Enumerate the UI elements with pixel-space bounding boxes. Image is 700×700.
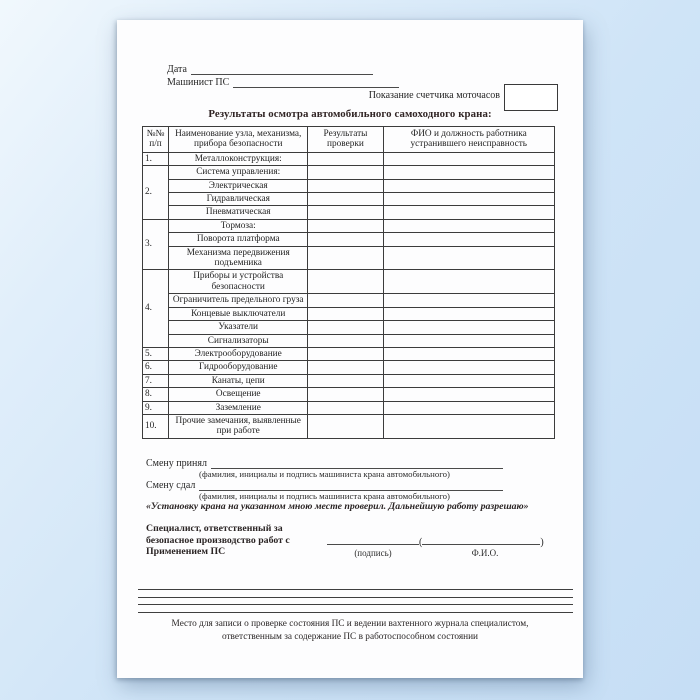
result-cell: [308, 179, 383, 192]
table-row: [143, 206, 555, 219]
header-result: Результаты проверки: [308, 127, 383, 153]
item-name-cell: Механизма передвижения подъемника: [169, 246, 308, 270]
table-row: [143, 388, 555, 401]
item-name-cell: Ограничитель предельного груза: [169, 294, 308, 307]
table-row: [143, 307, 555, 320]
item-name-cell: Система управления:: [169, 166, 308, 179]
table-row: [143, 166, 555, 179]
header-row: [143, 127, 555, 153]
result-cell: [308, 152, 383, 165]
meter-reading-box: [504, 84, 558, 111]
item-name-cell: Электрическая: [169, 179, 308, 192]
table-row: [143, 193, 555, 206]
footer-note-line1: Место для записи о проверке состояния ПС и ведении вахтенного журнала специалистом,: [171, 619, 529, 629]
table-row: [143, 347, 555, 360]
row-number-cell: 3.: [143, 219, 169, 270]
item-name-cell: Тормоза:: [169, 219, 308, 232]
result-cell: [308, 334, 383, 347]
table-row: [143, 374, 555, 387]
footer-note-line2: ответственным за содержание ПС в работоспособном состоянии: [221, 631, 479, 642]
result-cell: [308, 414, 383, 438]
result-cell: [308, 219, 383, 232]
fio-cell: [383, 374, 554, 387]
operator-blank-line: [233, 78, 399, 88]
result-cell: [308, 361, 383, 374]
row-number-cell: 7.: [143, 374, 169, 387]
table-row: [143, 401, 555, 414]
result-cell: [308, 347, 383, 360]
table-row: [143, 270, 555, 294]
table-row: [143, 321, 555, 334]
fio-cell: [383, 347, 554, 360]
fio-cell: [383, 206, 554, 219]
row-number-cell: 10.: [143, 414, 169, 438]
fio-cell: [383, 246, 554, 270]
result-cell: [308, 206, 383, 219]
row-number-cell: 8.: [143, 388, 169, 401]
item-name-cell: Указатели: [169, 321, 308, 334]
table-row: [143, 361, 555, 374]
fio-cell: [383, 334, 554, 347]
item-name-cell: Концевые выключатели: [169, 307, 308, 320]
fio-caption: Ф.И.О.: [471, 548, 499, 558]
table-row: [143, 179, 555, 192]
date-blank-line: [191, 65, 373, 75]
ruled-line: [138, 597, 573, 598]
fio-cell: [383, 321, 554, 334]
table-row: [143, 414, 555, 438]
row-number-cell: 2.: [143, 166, 169, 220]
shift-accepted-caption: (фамилия, инициалы и подпись машиниста крана автомобильного): [199, 469, 450, 479]
date-label: Дата: [167, 64, 187, 75]
fio-cell: [383, 152, 554, 165]
table-row: [143, 233, 555, 246]
fio-blank-line: [422, 535, 540, 545]
table-row: [143, 246, 555, 270]
fio-cell: [383, 166, 554, 179]
shift-handed-label: Смену сдал: [146, 480, 196, 491]
table-row: [143, 152, 555, 165]
inspection-table-body: [143, 152, 555, 438]
header-name: Наименование узла, механизма, прибора безопасности: [169, 127, 308, 153]
signature-blank-line: [327, 535, 419, 545]
header-num: №№ п/п: [143, 127, 169, 153]
inspection-table-header: [143, 127, 555, 153]
row-number-cell: 5.: [143, 347, 169, 360]
form-sheet: [117, 20, 583, 678]
row-number-cell: 1.: [143, 152, 169, 165]
shift-block: [146, 458, 503, 501]
item-name-cell: Гидравлическая: [169, 193, 308, 206]
shift-accepted-label: Смену принял: [146, 458, 207, 469]
fio-cell: [383, 193, 554, 206]
specialist-label-line3: Применением ПС: [146, 546, 226, 558]
ruled-line: [138, 589, 573, 590]
result-cell: [308, 233, 383, 246]
fio-cell: [383, 414, 554, 438]
result-cell: [308, 193, 383, 206]
specialist-label-line2: безопасное производство работ с: [146, 534, 290, 546]
specialist-label: [146, 523, 290, 558]
item-name-cell: Прочие замечания, выявленные при работе: [169, 414, 308, 438]
paren-close: ): [540, 537, 544, 548]
fio-cell: [383, 361, 554, 374]
fio-cell: [383, 401, 554, 414]
result-cell: [308, 321, 383, 334]
result-cell: [308, 374, 383, 387]
item-name-cell: Приборы и устройства безопасности: [169, 270, 308, 294]
shift-handed-caption: (фамилия, инициалы и подпись машиниста крана автомобильного): [199, 491, 450, 501]
result-cell: [308, 307, 383, 320]
result-cell: [308, 388, 383, 401]
fio-cell: [383, 233, 554, 246]
item-name-cell: Металлоконструкция:: [169, 152, 308, 165]
item-name-cell: Электрооборудование: [169, 347, 308, 360]
meter-label: Показание счетчика моточасов: [368, 90, 500, 101]
approval-quote: «Установку крана на указанном мною месте проверил. Дальнейшую работу разрешаю»: [146, 501, 529, 512]
item-name-cell: Сигнализаторы: [169, 334, 308, 347]
result-cell: [308, 270, 383, 294]
ruled-line: [138, 612, 573, 613]
result-cell: [308, 246, 383, 270]
row-number-cell: 4.: [143, 270, 169, 347]
item-name-cell: Заземление: [169, 401, 308, 414]
table-row: [143, 219, 555, 232]
table-row: [143, 294, 555, 307]
footer-note: [117, 618, 583, 643]
row-number-cell: 6.: [143, 361, 169, 374]
item-name-cell: Пневматическая: [169, 206, 308, 219]
item-name-cell: Поворота платформа: [169, 233, 308, 246]
item-name-cell: Гидрооборудование: [169, 361, 308, 374]
fio-cell: [383, 307, 554, 320]
result-cell: [308, 166, 383, 179]
fio-cell: [383, 219, 554, 232]
shift-handed-line: [199, 481, 503, 491]
item-name-cell: Канаты, цепи: [169, 374, 308, 387]
shift-accepted-line: [211, 459, 503, 469]
result-cell: [308, 401, 383, 414]
fio-cell: [383, 179, 554, 192]
result-cell: [308, 294, 383, 307]
shift-handed-row: [146, 480, 503, 491]
inspection-table: [142, 126, 555, 439]
paren-open: (: [419, 537, 423, 548]
item-name-cell: Освещение: [169, 388, 308, 401]
shift-accepted-row: [146, 458, 503, 469]
operator-label: Машинист ПС: [167, 77, 230, 88]
ruled-line: [138, 604, 573, 605]
date-field: [167, 64, 373, 75]
specialist-label-line1: Специалист, ответственный за: [146, 523, 283, 534]
fio-cell: [383, 294, 554, 307]
operator-field: [167, 77, 399, 88]
signature-caption: (подпись): [354, 548, 392, 558]
fio-cell: [383, 270, 554, 294]
table-row: [143, 334, 555, 347]
document-title: Результаты осмотра автомобильного самоходного крана:: [208, 108, 492, 120]
fio-cell: [383, 388, 554, 401]
header-fio: ФИО и должность работника устранившего неисправность: [383, 127, 554, 153]
row-number-cell: 9.: [143, 401, 169, 414]
